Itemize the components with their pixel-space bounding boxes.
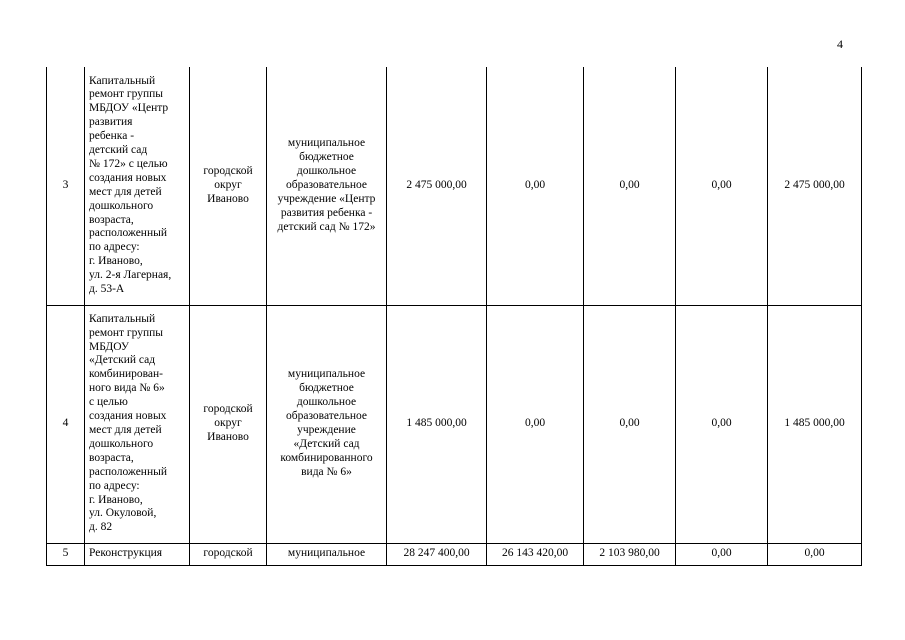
total-amount: 2 475 000,00 <box>387 67 487 305</box>
amount-col-3: 0,00 <box>676 305 768 543</box>
territory: городской <box>190 543 267 565</box>
amount-col-3: 0,00 <box>676 543 768 565</box>
row-number: 3 <box>47 67 85 305</box>
organization: муниципальное бюджетное дошкольное образовательное учреждение «Центр развития ребенка - детский сад № 172» <box>267 67 387 305</box>
row-number: 4 <box>47 305 85 543</box>
total-amount: 1 485 000,00 <box>387 305 487 543</box>
amount-col-1: 0,00 <box>487 305 584 543</box>
amount-col-2: 0,00 <box>584 67 676 305</box>
amount-col-2: 2 103 980,00 <box>584 543 676 565</box>
row-number: 5 <box>47 543 85 565</box>
project-name: Капитальный ремонт группы МБДОУ «Центр развития ребенка - детский сад № 172» с целью создания новых мест для детей дошкольного возраста, расположенный по адресу: г. Иваново, ул. 2-я Лагерная, д. 53-А <box>85 67 190 305</box>
organization: муниципальное <box>267 543 387 565</box>
page-number: 4 <box>837 37 843 51</box>
amount-col-4: 2 475 000,00 <box>768 67 862 305</box>
amount-col-1: 26 143 420,00 <box>487 543 584 565</box>
project-name: Реконструкция <box>85 543 190 565</box>
territory: городской округ Иваново <box>190 305 267 543</box>
amount-col-1: 0,00 <box>487 67 584 305</box>
amount-col-2: 0,00 <box>584 305 676 543</box>
table-row <box>47 305 862 543</box>
territory: городской округ Иваново <box>190 67 267 305</box>
table-row <box>47 543 862 565</box>
table-row <box>47 67 862 305</box>
amount-col-3: 0,00 <box>676 67 768 305</box>
budget-table <box>46 67 862 566</box>
amount-col-4: 0,00 <box>768 543 862 565</box>
organization: муниципальное бюджетное дошкольное образовательное учреждение «Детский сад комбинированного вида № 6» <box>267 305 387 543</box>
total-amount: 28 247 400,00 <box>387 543 487 565</box>
project-name: Капитальный ремонт группы МБДОУ «Детский сад комбинирован- ного вида № 6» с целью создания новых мест для детей дошкольного возраста, расположенный по адресу: г. Иваново, ул. Окуловой, д. 82 <box>85 305 190 543</box>
amount-col-4: 1 485 000,00 <box>768 305 862 543</box>
